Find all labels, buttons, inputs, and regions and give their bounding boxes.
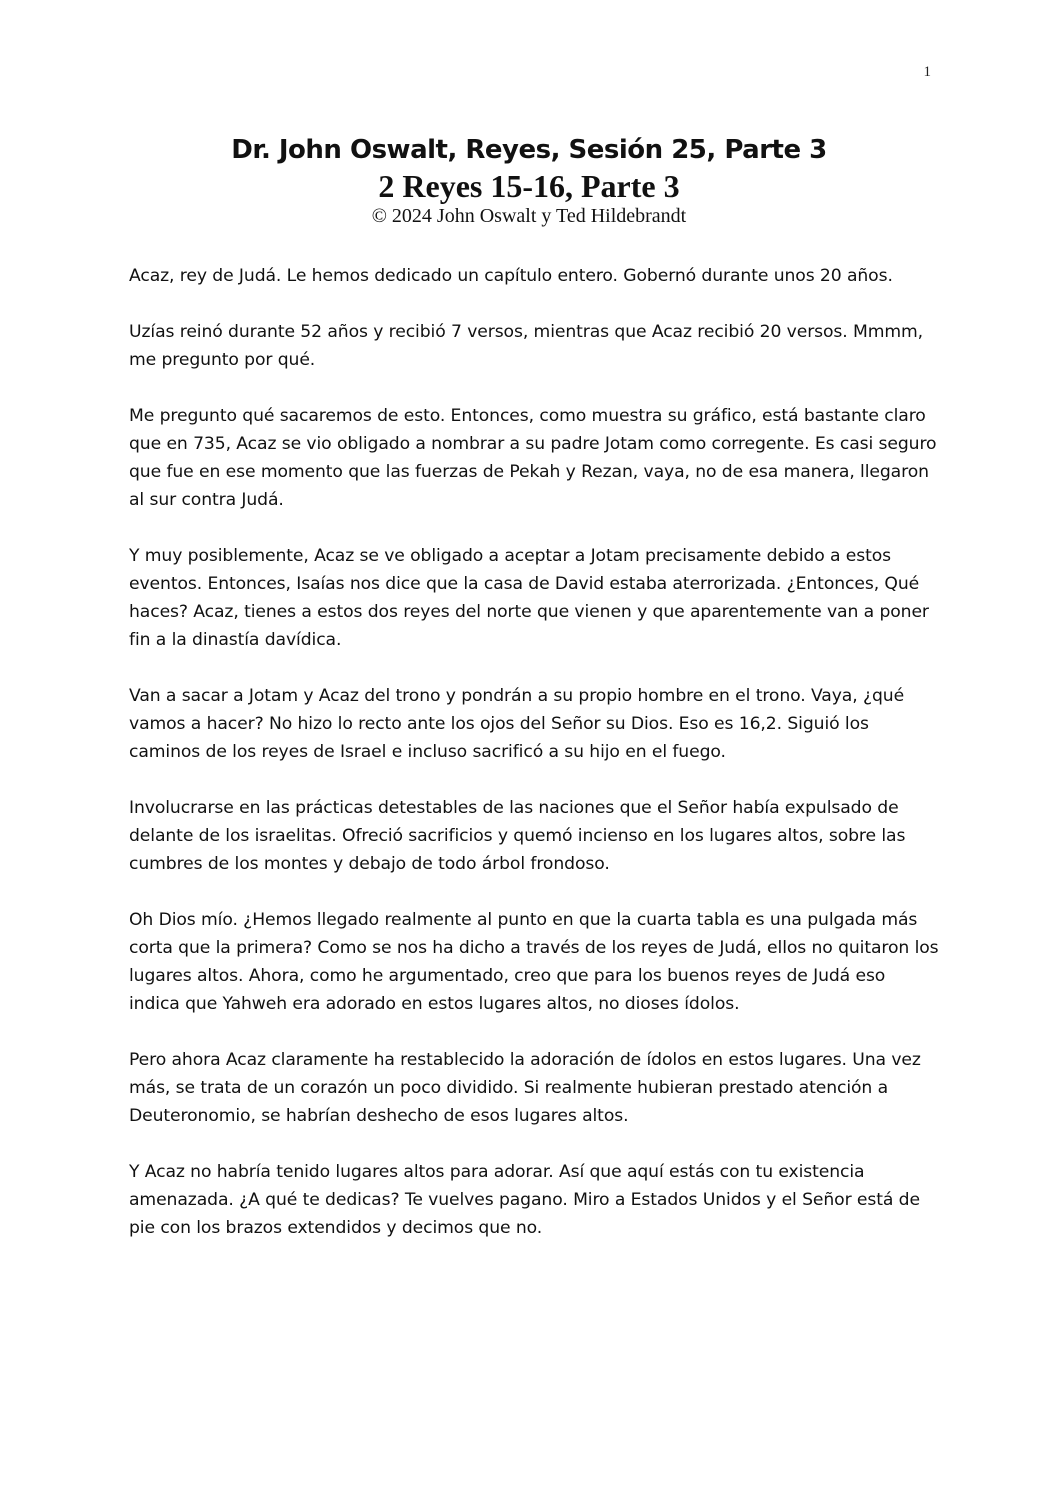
document-body bbox=[129, 262, 939, 1270]
paragraph: Involucrarse en las prácticas detestables de las naciones que el Señor había expulsado de delante de los israelitas. Ofreció sacrificios y quemó incienso en los lugares altos, sobre las cumbres de los montes y debajo de todo árbol frondoso. bbox=[129, 798, 906, 874]
paragraph: Acaz, rey de Judá. Le hemos dedicado un capítulo entero. Gobernó durante unos 20 años. bbox=[129, 266, 893, 286]
paragraph: Uzías reinó durante 52 años y recibió 7 versos, mientras que Acaz recibió 20 versos. Mmmm, me pregunto por qué. bbox=[129, 322, 924, 370]
document-title: Dr. John Oswalt, Reyes, Sesión 25, Parte 3 bbox=[231, 135, 827, 165]
paragraph: Pero ahora Acaz claramente ha restablecido la adoración de ídolos en estos lugares. Una vez más, se trata de un corazón un poco dividido. Si realmente hubieran prestado atención a Deuteronomio, se habrían deshecho de esos lugares altos. bbox=[129, 1050, 921, 1126]
paragraph: Van a sacar a Jotam y Acaz del trono y pondrán a su propio hombre en el trono. Vaya, ¿qué vamos a hacer? No hizo lo recto ante los ojos del Señor su Dios. Eso es 16,2. Siguió los caminos de los reyes de Israel e incluso sacrificó a su hijo en el fuego. bbox=[129, 686, 905, 762]
document-header bbox=[0, 132, 1058, 228]
paragraph: Y muy posiblemente, Acaz se ve obligado a aceptar a Jotam precisamente debido a estos eventos. Entonces, Isaías nos dice que la casa de David estaba aterrorizada. ¿Entonces, Qué haces? Acaz, tienes a estos dos reyes del norte que vienen y que aparentemente van a poner fin a la dinastía davídica. bbox=[129, 546, 929, 650]
document-subtitle: 2 Reyes 15-16, Parte 3 bbox=[378, 168, 680, 204]
paragraph: Y Acaz no habría tenido lugares altos para adorar. Así que aquí estás con tu existencia amenazada. ¿A qué te dedicas? Te vuelves pagano. Miro a Estados Unidos y el Señor está de pie con los brazos extendidos y decimos que no. bbox=[129, 1162, 920, 1238]
page-number: 1 bbox=[923, 64, 931, 80]
copyright-notice: © 2024 John Oswalt y Ted Hildebrandt bbox=[371, 205, 687, 227]
paragraph: Me pregunto qué sacaremos de esto. Entonces, como muestra su gráfico, está bastante claro que en 735, Acaz se vio obligado a nombrar a su padre Jotam como corregente. Es casi seguro que fue en ese momento que las fuerzas de Pekah y Rezan, vaya, no de esa manera, llegaron al sur contra Judá. bbox=[129, 406, 937, 510]
paragraph: Oh Dios mío. ¿Hemos llegado realmente al punto en que la cuarta tabla es una pulgada más corta que la primera? Como se nos ha dicho a través de los reyes de Judá, ellos no quitaron los lugares altos. Ahora, como he argumentado, creo que para los buenos reyes de Judá eso indica que Yahweh era adorado en estos lugares altos, no dioses ídolos. bbox=[129, 910, 939, 1014]
